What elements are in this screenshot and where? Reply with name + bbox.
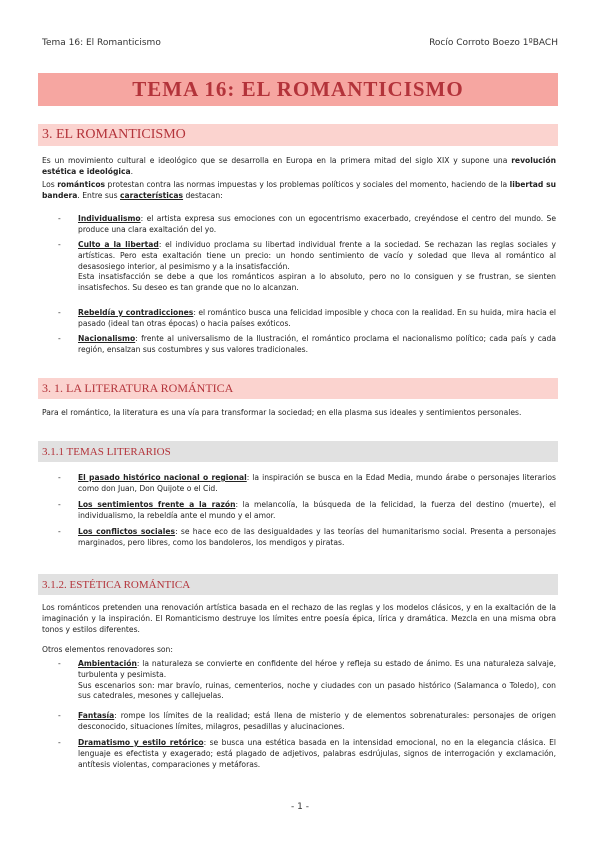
list-item-ambientacion: - Ambientación: la naturaleza se convierte en confidente del héroe y refleja su estado de ánimo. Es una naturaleza salvaje, turbulenta y pesimista. Sus escenarios son: mar bravío, ruinas, cementerios, noche y ciudades con un pasado histórico (Salamanca o Toledo), con sus catedrales, mesones y callejuelas. xyxy=(58,659,556,701)
title-banner xyxy=(38,73,558,106)
section-heading-text: 3.1.1 TEMAS LITERARIOS xyxy=(42,445,171,458)
section-heading-text: 3. 1. LA LITERATURA ROMÁNTICA xyxy=(42,381,234,395)
estetica-paragraph: Los románticos pretenden una renovación artística basada en el rechazo de las reglas y los modelos clásicos, y en la exaltación de la imaginación y la inspiración. El Romanticismo destruye los límites entre poesía épica, lírica y dramática. Mezcla en una misma obra tonos y estilos diferentes. xyxy=(42,603,556,634)
list-item-sentimientos: - Los sentimientos frente a la razón: la melancolía, la búsqueda de la felicidad, la fuerza del destino (muerte), el individualismo, la rebeldía ante el mundo y el amor. xyxy=(58,500,556,520)
romanticos-paragraph: Los románticos protestan contra las normas impuestas y los problemas políticos y sociales del momento, haciendo de la libertad su bandera. Entre sus características destacan: xyxy=(42,180,556,200)
list-item-fantasia: - Fantasía: rompe los límites de la realidad; está llena de misterio y de elementos sobrenaturales: personajes de origen desconocido, situaciones límites, milagros, pesadillas y alucinaciones. xyxy=(58,711,556,731)
section-heading-literatura xyxy=(38,378,558,399)
list-item-dramatismo: - Dramatismo y estilo retórico: se busca una estética basada en la intensidad emocional, no en la elegancia clásica. El lenguaje es efectista y exagerado; está plagado de adjetivos, palabras esdrújulas, signos de interrogación y exclamación, antítesis violentas, comparaciones y metáforas. xyxy=(58,738,556,769)
otros-elementos-label: Otros elementos renovadores son: xyxy=(42,645,173,654)
list-item-pasado-historico: - El pasado histórico nacional o regional: la inspiración se busca en la Edad Media, mundo árabe o personajes literarios como don Juan, Don Quijote o el Cid. xyxy=(58,473,557,493)
intro-paragraph: Es un movimiento cultural e ideológico que se desarrolla en Europa en la primera mitad del siglo XIX y supone una revolución estética e ideológica. xyxy=(42,156,556,176)
list-item-nacionalismo: - Nacionalismo: frente al universalismo de la Ilustración, el romántico proclama el nacionalismo político; cada país y cada región, ensalzan sus costumbres y sus valores tradicionales. xyxy=(58,334,556,354)
header-left: Tema 16: El Romanticismo xyxy=(42,38,161,48)
section-heading-romanticismo xyxy=(38,124,558,146)
section-heading-text: 3.1.2. ESTÉTICA ROMÁNTICA xyxy=(42,578,191,591)
list-item-rebeldia: - Rebeldía y contradicciones: el romántico busca una felicidad imposible y choca con la realidad. En su huida, mira hacia el pasado (ideal tan otras épocas) o hacia países exóticos. xyxy=(58,308,557,328)
literatura-paragraph: Para el romántico, la literatura es una vía para transformar la sociedad; en ella plasma sus ideales y sentimientos personales. xyxy=(42,408,522,417)
list-item-libertad: - Culto a la libertad: el individuo proclama su libertad individual frente a la sociedad. Se rechazan las reglas sociales y artísticas. Pero esta exaltación tiene un precio: un hondo sentimiento de vacío y soledad que lleva al romántico al desasosiego interior, al pesimismo y a la insatisfacción. Esta insatisfacción se debe a que los románticos aspiran a lo absoluto, pero no lo consiguen y se frustran, se sienten insatisfechos. Su deseo es tan grande que no lo alcanzan. xyxy=(58,240,556,293)
section-heading-text: 3. EL ROMANTICISMO xyxy=(42,127,186,142)
list-item-individualismo: - Individualismo: el artista expresa sus emociones con un egocentrismo exacerbado, creyéndose el centro del mundo. Se produce una clara exaltación del yo. xyxy=(58,214,556,234)
header-right: Rocío Corroto Boezo 1ºBACH xyxy=(429,38,558,48)
page-title: TEMA 16: EL ROMANTICISMO xyxy=(132,77,464,101)
section-heading-estetica xyxy=(38,574,558,595)
section-heading-temas xyxy=(38,441,558,462)
page-number: - 1 - xyxy=(291,802,309,812)
list-item-conflictos: - Los conflictos sociales: se hace eco de las desigualdades y las teorías del humanitarismo social. Presenta a personajes marginados, pero libres, como los bandoleros, los mendigos y piratas. xyxy=(58,527,556,547)
